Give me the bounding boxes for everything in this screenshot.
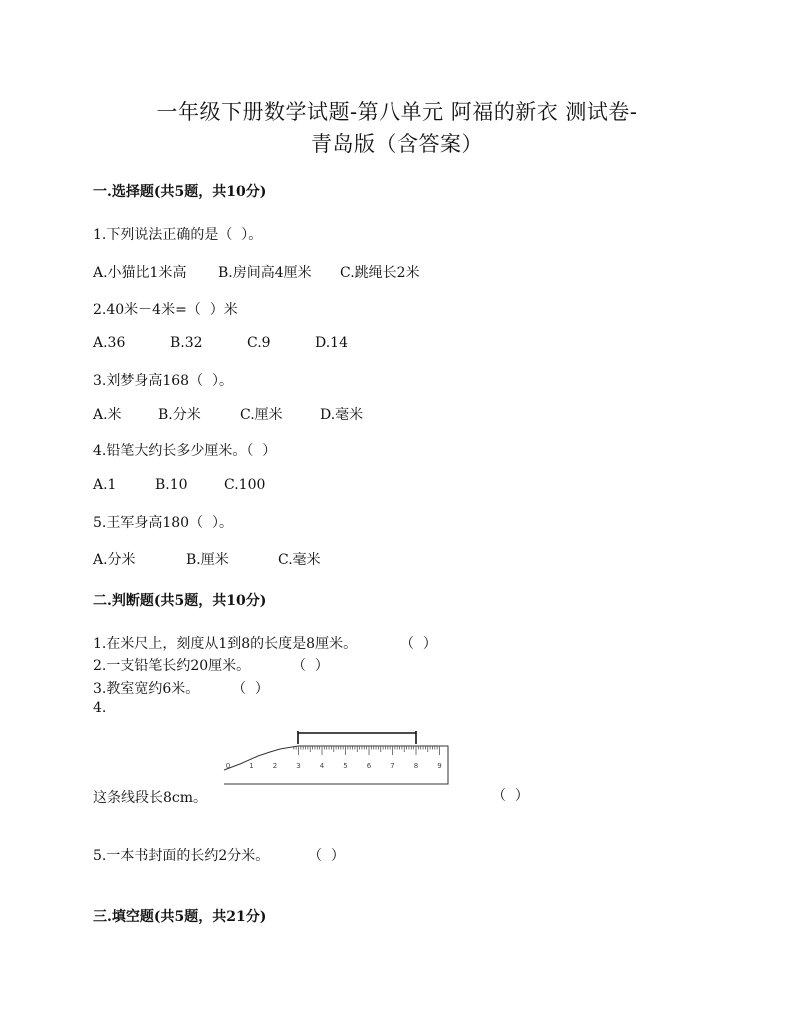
ruler-number-label: 0 xyxy=(225,762,231,770)
ruler-number-label: 8 xyxy=(413,762,419,770)
question-1: 1.下列说法正确的是（ ）。 xyxy=(93,227,263,243)
ruler-number-label: 4 xyxy=(319,762,325,770)
q1-option-a: A.小猫比1米高 xyxy=(93,265,187,281)
q1-option-b: B.房间高4厘米 xyxy=(218,265,312,281)
q4-option-c: C.100 xyxy=(224,477,266,493)
q2-option-d: D.14 xyxy=(315,335,348,351)
judge-item-5-answer-blank: （ ） xyxy=(308,848,345,864)
section3-heading: 三.填空题(共5题，共21分) xyxy=(93,909,267,925)
q4-option-b: B.10 xyxy=(155,477,188,493)
q2-option-c: C.9 xyxy=(247,335,271,351)
exam-title-line1: 一年级下册数学试题-第八单元 阿福的新衣 测试卷- xyxy=(156,100,638,124)
judge-item-2-answer-blank: （ ） xyxy=(292,658,329,674)
judge-item-1: 1.在米尺上，刻度从1到8的长度是8厘米。 xyxy=(93,636,358,652)
ruler-number-label: 1 xyxy=(249,762,254,770)
judge-item-5: 5.一本书封面的长约2分米。 xyxy=(93,848,270,864)
q5-option-a: A.分米 xyxy=(93,552,136,568)
q5-option-b: B.厘米 xyxy=(186,552,229,568)
q3-option-b: B.分米 xyxy=(158,407,201,423)
question-3: 3.刘梦身高168（ ）。 xyxy=(93,373,233,389)
ruler-number-label: 5 xyxy=(343,762,348,770)
ruler-ticks xyxy=(294,746,440,755)
judge-item-1-answer-blank: （ ） xyxy=(400,636,437,652)
section2-heading: 二.判断题(共5题，共10分) xyxy=(93,593,267,609)
exam-title-line2: 青岛版（含答案） xyxy=(311,132,483,156)
q3-option-c: C.厘米 xyxy=(240,407,283,423)
question-4: 4.铅笔大约长多少厘米。（ ） xyxy=(93,443,277,459)
ruler-number-label: 3 xyxy=(296,762,301,770)
q1-option-c: C.跳绳长2米 xyxy=(340,265,420,281)
question-5: 5.王军身高180（ ）。 xyxy=(93,515,233,531)
q2-option-b: B.32 xyxy=(170,335,203,351)
q3-option-a: A.米 xyxy=(93,407,122,423)
ruler-figure xyxy=(222,728,454,788)
judge-item-3: 3.教室宽约6米。 xyxy=(93,681,200,697)
ruler-number-label: 2 xyxy=(272,762,278,770)
judge-item-2: 2.一支铅笔长约20厘米。 xyxy=(93,658,251,674)
q2-option-a: A.36 xyxy=(93,335,126,351)
ruler-number-label: 6 xyxy=(366,762,372,770)
q5-option-c: C.毫米 xyxy=(278,552,321,568)
judge-item-4-number: 4. xyxy=(93,700,107,716)
judge-item-4-answer-blank: （ ） xyxy=(492,788,529,804)
ruler-labels xyxy=(226,762,442,770)
section1-heading: 一.选择题(共5题，共10分) xyxy=(93,184,267,200)
segment-bracket xyxy=(298,731,416,744)
q3-option-d: D.毫米 xyxy=(320,407,364,423)
judge-item-4: 这条线段长8cm。 xyxy=(93,790,208,806)
ruler-number-label: 9 xyxy=(437,762,442,770)
ruler-number-label: 7 xyxy=(390,762,395,770)
judge-item-3-answer-blank: （ ） xyxy=(232,681,269,697)
question-2: 2.40米－4米=（ ）米 xyxy=(93,302,238,318)
q4-option-a: A.1 xyxy=(93,477,117,493)
